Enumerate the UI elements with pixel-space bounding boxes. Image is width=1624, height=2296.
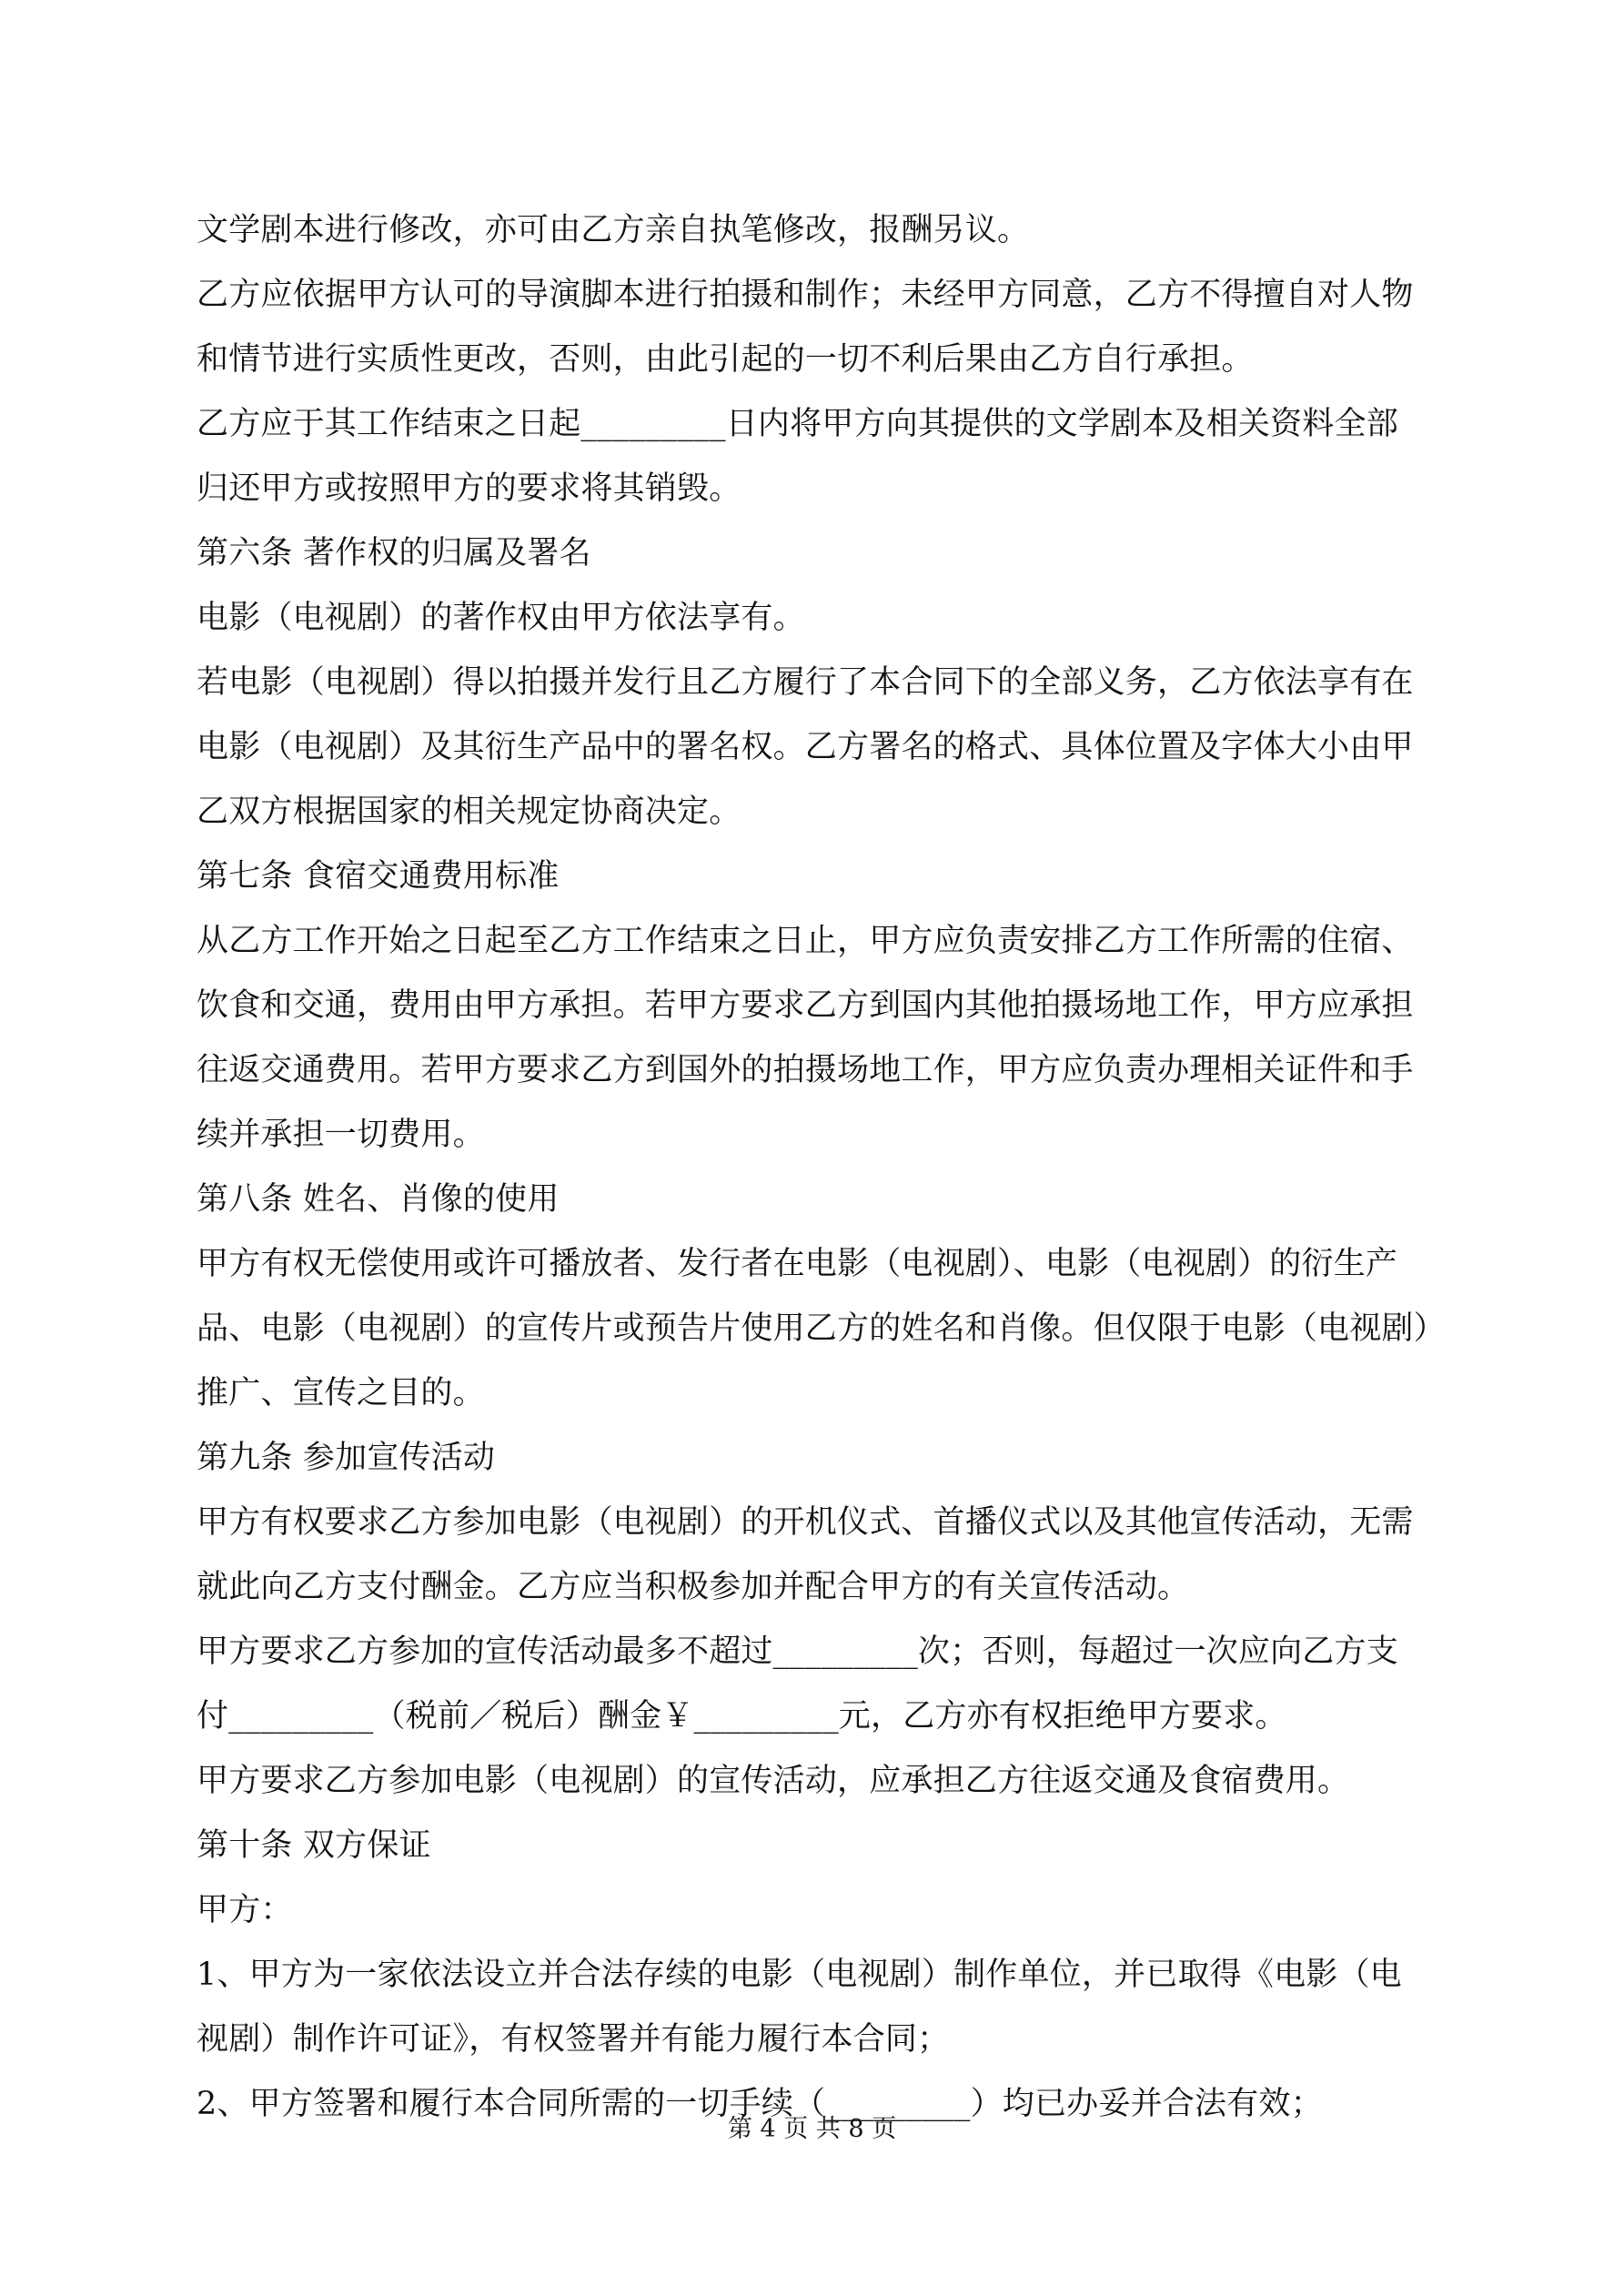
text-line: 就此向乙方支付酬金。乙方应当积极参加并配合甲方的有关宣传活动。 bbox=[197, 1569, 1190, 1605]
text-line: 续并承担一切费用。 bbox=[197, 1117, 485, 1153]
text-line: 电影（电视剧）及其衍生产品中的署名权。乙方署名的格式、具体位置及字体大小由甲 bbox=[197, 729, 1414, 765]
text-line: 乙双方根据国家的相关规定协商决定。 bbox=[197, 794, 741, 830]
text-line: 甲方： bbox=[197, 1892, 293, 1928]
text-line: 视剧）制作许可证》，有权签署并有能力履行本合同； bbox=[197, 2021, 950, 2058]
text-line: 若电影（电视剧）得以拍摄并发行且乙方履行了本合同下的全部义务，乙方依法享有在 bbox=[197, 664, 1414, 701]
text-line: 文学剧本进行修改，亦可由乙方亲自执笔修改，报酬另议。 bbox=[197, 212, 1030, 248]
section-heading: 第七条 食宿交通费用标准 bbox=[197, 858, 560, 895]
text-line: 甲方有权要求乙方参加电影（电视剧）的开机仪式、首播仪式以及其他宣传活动，无需 bbox=[197, 1504, 1414, 1541]
text-line: 甲方要求乙方参加电影（电视剧）的宣传活动，应承担乙方往返交通及食宿费用。 bbox=[197, 1763, 1350, 1799]
section-heading: 第九条 参加宣传活动 bbox=[197, 1440, 496, 1476]
text-line: 甲方有权无偿使用或许可播放者、发行者在电影（电视剧）、电影（电视剧）的衍生产 bbox=[197, 1246, 1398, 1282]
text-line: 往返交通费用。若甲方要求乙方到国外的拍摄场地工作，甲方应负责办理相关证件和手 bbox=[197, 1052, 1414, 1088]
text-line: 推广、宣传之目的。 bbox=[197, 1375, 485, 1411]
text-line: 乙方应依据甲方认可的导演脚本进行拍摄和制作；未经甲方同意，乙方不得擅自对人物 bbox=[197, 277, 1414, 313]
text-line: 和情节进行实质性更改，否则，由此引起的一切不利后果由乙方自行承担。 bbox=[197, 341, 1254, 378]
text-line: 甲方要求乙方参加的宣传活动最多不超过_________次；否则，每超过一次应向乙方支 bbox=[197, 1633, 1398, 1670]
text-line: 归还甲方或按照甲方的要求将其销毁。 bbox=[197, 470, 741, 507]
section-heading: 第八条 姓名、肖像的使用 bbox=[197, 1181, 560, 1218]
text-line: 乙方应于其工作结束之日起_________日内将甲方向其提供的文学剧本及相关资料全部 bbox=[197, 406, 1398, 442]
page-number-footer: 第 4 页 共 8 页 bbox=[727, 2115, 897, 2143]
text-line: 饮食和交通，费用由甲方承担。若甲方要求乙方到国内其他拍摄场地工作，甲方应承担 bbox=[197, 987, 1414, 1024]
text-line: 1、甲方为一家依法设立并合法存续的电影（电视剧）制作单位，并已取得《电影（电 bbox=[197, 1957, 1402, 1993]
document-body bbox=[197, 198, 1446, 2137]
section-heading: 第六条 著作权的归属及署名 bbox=[197, 535, 591, 571]
section-heading: 第十条 双方保证 bbox=[197, 1827, 431, 1864]
text-line: 品、电影（电视剧）的宣传片或预告片使用乙方的姓名和肖像。但仅限于电影（电视剧） bbox=[197, 1310, 1446, 1347]
text-line: 2、甲方签署和履行本合同所需的一切手续（_________）均已办妥并合法有效； bbox=[197, 2086, 1323, 2122]
text-line: 付_________（税前／税后）酬金￥_________元，乙方亦有权拒绝甲方要求。 bbox=[197, 1698, 1287, 1735]
text-line: 电影（电视剧）的著作权由甲方依法享有。 bbox=[197, 600, 805, 636]
text-line: 从乙方工作开始之日起至乙方工作结束之日止，甲方应负责安排乙方工作所需的住宿、 bbox=[197, 923, 1414, 959]
